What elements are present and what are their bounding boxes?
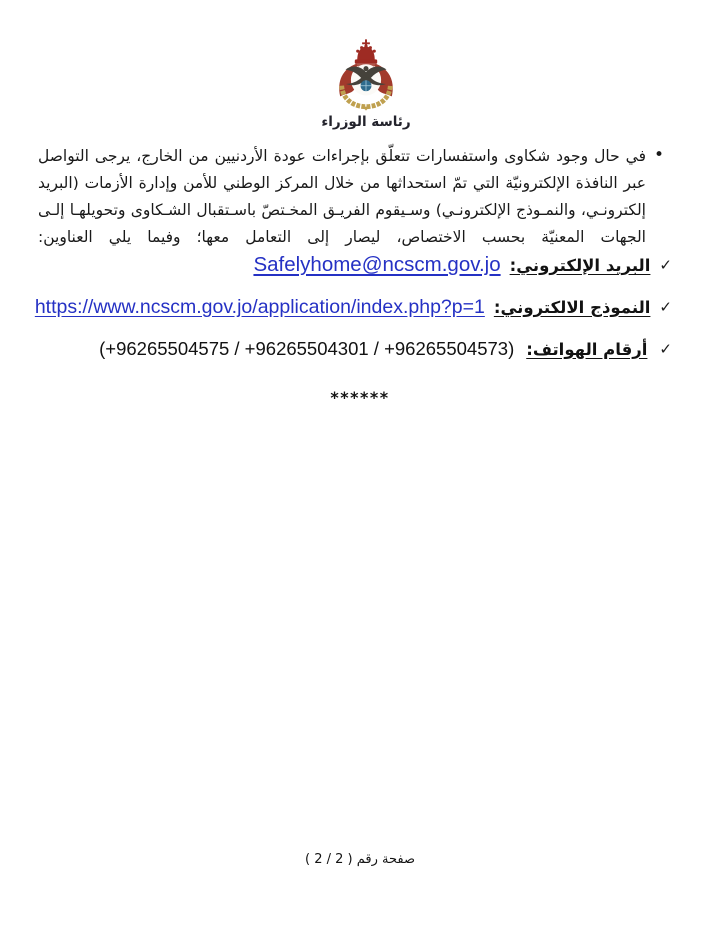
contact-row-form xyxy=(35,292,672,322)
paragraph-line-2: عبر النافذة الإلكترونيّة التي تمّ استحداثها من خلال المركز الوطني للأمن وإدارة الأزمات (البريد xyxy=(38,174,646,192)
checkmark-icon: ✓ xyxy=(659,256,672,274)
page-number-label: صفحة رقم xyxy=(356,852,415,867)
bullet-icon: • xyxy=(653,145,664,165)
jordan-coat-of-arms-icon xyxy=(328,38,404,112)
intro-paragraph xyxy=(38,143,664,251)
paragraph-line-3: إلكترونـي، والنمـوذج الإلكترونـي) وسـيقوم الفريـق المخـتصّ باسـتقبال الشـكاوى وتحويلهـا إلـى xyxy=(38,201,646,219)
contact-row-phones xyxy=(99,334,672,364)
crown-dome xyxy=(357,46,375,60)
phone-numbers: (+96265504575 / +96265504301 / +96265504573) xyxy=(99,338,515,359)
checkmark-icon: ✓ xyxy=(659,298,672,316)
checkmark-icon: ✓ xyxy=(659,340,672,358)
email-link[interactable]: Safelyhome@ncscm.gov.jo xyxy=(253,253,501,276)
form-label: النموذج الالكتروني: xyxy=(493,297,651,317)
paragraph-line-1: في حال وجود شكاوى واستفسارات تتعلّق بإجراءات عودة الأردنيين من الخارج، يرجى التواصل xyxy=(38,147,646,165)
email-label: البريد الإلكتروني: xyxy=(509,255,651,275)
paragraph-line-4: الجهات المعنيّة بحسب الاختصاص، ليصار إلى التعامل معها؛ وفيما يلي العناوين: xyxy=(38,228,646,246)
page-number-value: ( 2 / 2 ) xyxy=(304,852,353,867)
eagle-head xyxy=(363,66,368,71)
contact-row-email xyxy=(253,250,672,280)
logo-caption: رئاسة الوزراء xyxy=(321,114,411,130)
page-footer xyxy=(0,852,720,867)
header-logo xyxy=(311,38,421,130)
stars-separator: ****** xyxy=(330,388,390,407)
form-url-link[interactable]: https://www.ncscm.gov.jo/application/index.php?p=1 xyxy=(34,295,485,318)
phones-label: أرقام الهواتف: xyxy=(526,339,648,359)
